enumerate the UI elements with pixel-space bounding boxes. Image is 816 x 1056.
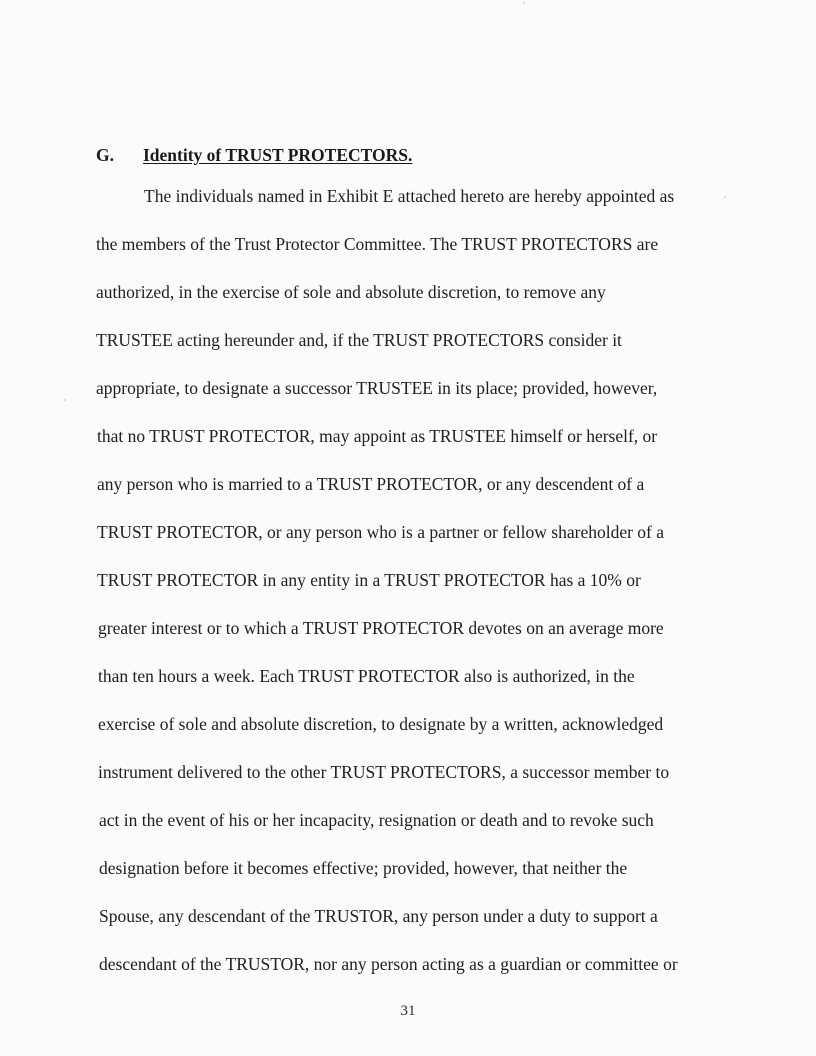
- body-line: greater interest or to which a TRUST PROTECTOR devotes on an average more: [98, 618, 664, 638]
- body-line: the members of the Trust Protector Committee. The TRUST PROTECTORS are: [96, 234, 659, 254]
- body-line: than ten hours a week. Each TRUST PROTECTOR also is authorized, in the: [98, 666, 635, 686]
- body-line: act in the event of his or her incapacity, resignation or death and to revoke such: [99, 810, 654, 830]
- body-line: authorized, in the exercise of sole and absolute discretion, to remove any: [96, 282, 606, 302]
- body-line: TRUST PROTECTOR, or any person who is a partner or fellow shareholder of a: [97, 522, 665, 542]
- body-line: TRUSTEE acting hereunder and, if the TRUST PROTECTORS consider it: [96, 330, 622, 350]
- body-line: that no TRUST PROTECTOR, may appoint as TRUSTEE himself or herself, or: [97, 426, 658, 446]
- body-line: The individuals named in Exhibit E attached hereto are hereby appointed as: [144, 186, 675, 206]
- section-heading: [96, 145, 412, 166]
- scan-speck: [523, 2, 525, 4]
- body-line: designation before it becomes effective; provided, however, that neither the: [99, 858, 628, 878]
- scan-speck: [64, 399, 66, 401]
- body-line: descendant of the TRUSTOR, nor any person acting as a guardian or committee or: [99, 954, 678, 974]
- body-line: any person who is married to a TRUST PROTECTOR, or any descendent of a: [97, 474, 645, 494]
- scan-speck: [724, 196, 726, 198]
- section-title: Identity of TRUST PROTECTORS.: [143, 145, 413, 165]
- body-line: instrument delivered to the other TRUST PROTECTORS, a successor member to: [98, 762, 670, 782]
- body-line: appropriate, to designate a successor TRUSTEE in its place; provided, however,: [96, 378, 658, 398]
- body-line: TRUST PROTECTOR in any entity in a TRUST PROTECTOR has a 10% or: [97, 570, 641, 590]
- body-line: Spouse, any descendant of the TRUSTOR, any person under a duty to support a: [99, 906, 658, 926]
- section-letter: G.: [96, 145, 114, 165]
- body-line: exercise of sole and absolute discretion, to designate by a written, acknowledged: [98, 714, 664, 734]
- page-number: 31: [400, 1003, 416, 1019]
